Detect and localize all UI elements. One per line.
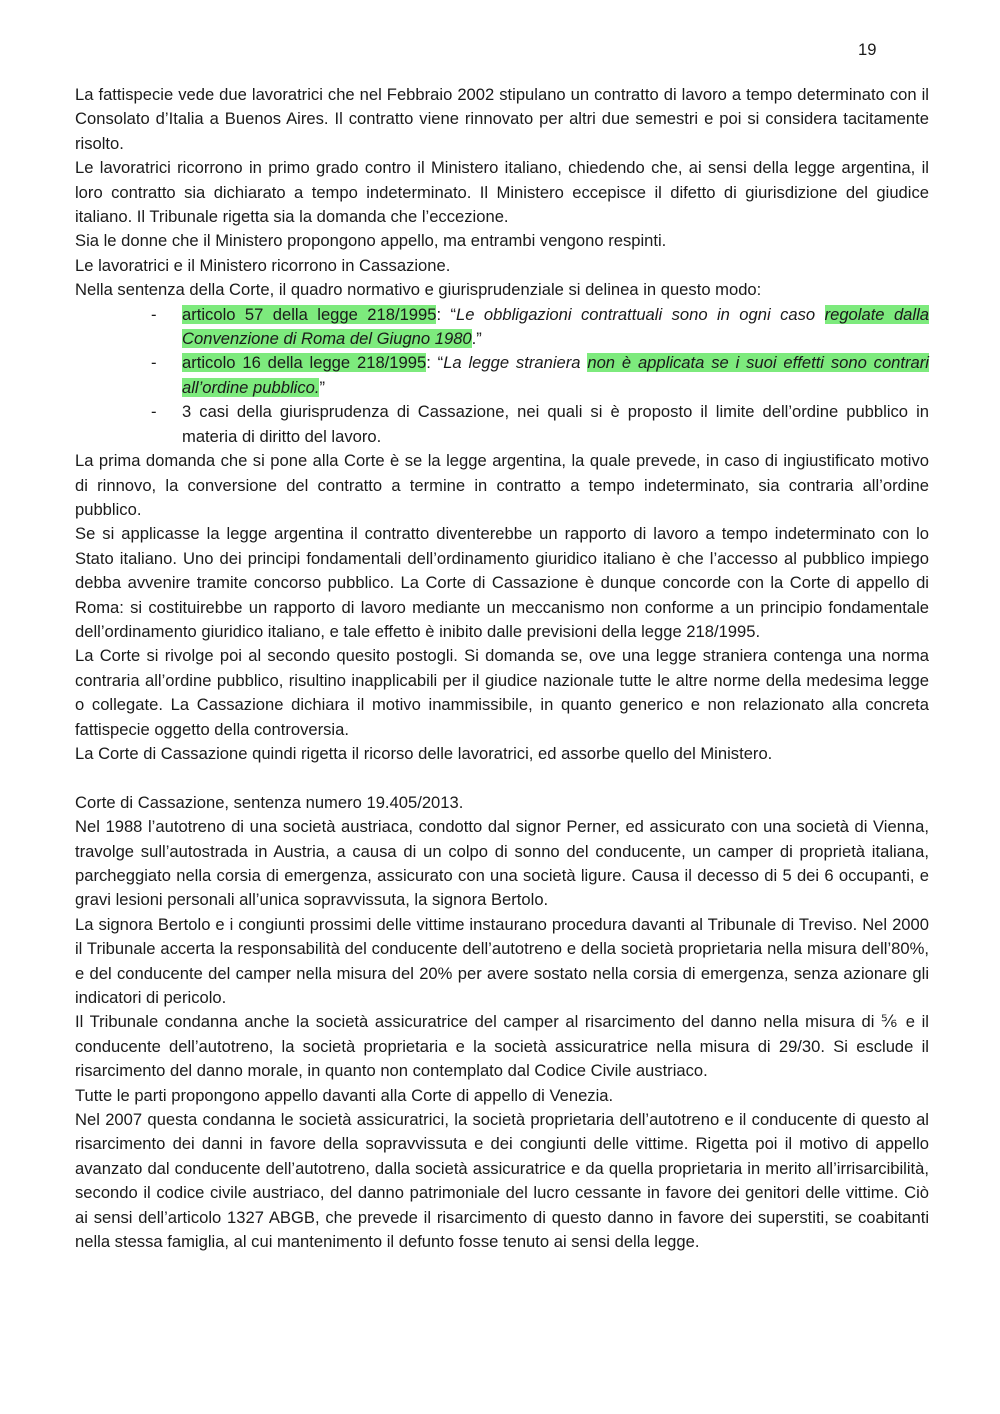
quote-end: .” bbox=[471, 329, 482, 349]
separator: : “ bbox=[426, 353, 444, 373]
separator: : “ bbox=[436, 304, 457, 324]
paragraph: Sia le donne che il Ministero propongono appello, ma entrambi vengono respinti. bbox=[75, 231, 667, 251]
highlighted-reference: articolo 57 della legge 218/1995 bbox=[182, 304, 437, 324]
paragraph: La fattispecie vede due lavoratrici che nel Febbraio 2002 stipulano un contratto di lavoro a tempo determinato con il Consolato d’Italia a Buenos Aires. Il contratto viene rinnovato per altri due semestri e poi si considera tacitamente risolto. bbox=[75, 85, 929, 153]
document-body bbox=[75, 83, 929, 1254]
list-dash: - bbox=[151, 304, 157, 324]
paragraph: Tutte le parti propongono appello davanti alla Corte di appello di Venezia. bbox=[75, 1085, 614, 1105]
paragraph: Nel 1988 l’autotreno di una società austriaca, condotto dal signor Perner, ed assicurato con una società di Vienna, travolge sull’autostrada in Austria, a causa di un colpo di sonno del conducente, un camper di proprietà italiana, parcheggiato nella corsia di emergenza, assicurato con una società ligure. Causa il decesso di 5 dei 6 occupanti, e gravi lesioni personali all’unica sopravvissuta, la signora Bertolo. bbox=[75, 817, 929, 910]
paragraph: Le lavoratrici e il Ministero ricorrono in Cassazione. bbox=[75, 255, 451, 275]
highlighted-reference: articolo 16 della legge 218/1995 bbox=[182, 353, 427, 373]
legal-framework-list bbox=[75, 303, 929, 449]
list-item bbox=[75, 400, 929, 449]
list-dash: - bbox=[151, 402, 157, 422]
blank-line bbox=[75, 766, 929, 790]
paragraph: Nella sentenza della Corte, il quadro normativo e giurisprudenziale si delinea in questo modo: bbox=[75, 280, 762, 300]
paragraph: Le lavoratrici ricorrono in primo grado contro il Ministero italiano, chiedendo che, ai sensi della legge argentina, il loro contratto sia dichiarato a tempo indeterminato. Il Ministero eccepisce il difetto di giurisdizione del giudice italiano. Il Tribunale rigetta sia la domanda che l’eccezione. bbox=[75, 158, 929, 227]
paragraph: La Corte di Cassazione quindi rigetta il ricorso delle lavoratrici, ed assorbe quello del Ministero. bbox=[75, 743, 773, 763]
page-number: 19 bbox=[858, 40, 877, 59]
list-item bbox=[75, 303, 929, 352]
list-dash: - bbox=[151, 353, 157, 373]
paragraph: La Corte si rivolge poi al secondo quesito postogli. Si domanda se, ove una legge straniera contenga una norma contraria all’ordine pubblico, risultino inapplicabili per il giudice nazionale tutte le altre norme della medesima legge o collegate. La Cassazione dichiara il motivo inammissibile, in quanto generico e non relazionato alla concreta fattispecie oggetto della controversia. bbox=[75, 646, 929, 739]
paragraph: Nel 2007 questa condanna le società assicuratrici, la società proprietaria dell’autotreno e il conducente di questo al risarcimento dei danni in favore della sopravvissuta e dei congiunti delle vittime. Rigetta poi il motivo di appello avanzato dal conducente dell’autotreno, dalla società assicuratrice e da quella proprietaria in merito all’irrisarcibilità, secondo il codice civile austriaco, del danno patrimoniale del lucro cessante in favore dei genitori delle vittime. Ciò ai sensi dell’articolo 1327 ABGB, che prevede il risarcimento di questo danno in favore dei superstiti, se coabitanti nella stessa famiglia, al cui mantenimento il defunto fosse tenuto ai sensi della legge. bbox=[75, 1110, 929, 1252]
quote-text-highlighted: regolate dalla Convenzione di Roma del Giugno 1980 bbox=[182, 304, 930, 349]
quote-text: Le obbligazioni contrattuali sono in ogni caso bbox=[456, 304, 825, 324]
list-item-text: 3 casi della giurisprudenza di Cassazione, nei quali si è proposto il limite dell’ordine pubblico in materia di diritto del lavoro. bbox=[182, 402, 929, 446]
paragraph: La signora Bertolo e i congiunti prossimi delle vittime instaurano procedura davanti al Tribunale di Treviso. Nel 2000 il Tribunale accerta la responsabilità del conducente dell’autotreno e della società proprietaria nella misura dell’80%, e del conducente del camper nella misura del 20% per avere sostato nella corsia di emergenza, senza azionare gli indicatori di pericolo. bbox=[75, 914, 929, 1008]
quote-text-highlighted: non è applicata se i suoi effetti sono contrari all’ordine pubblico. bbox=[182, 353, 929, 397]
quote-end: ” bbox=[319, 377, 325, 397]
case-heading: Corte di Cassazione, sentenza numero 19.405/2013. bbox=[75, 792, 464, 812]
quote-text: La legge straniera bbox=[443, 353, 588, 373]
paragraph: Se si applicasse la legge argentina il contratto diventerebbe un rapporto di lavoro a tempo indeterminato con lo Stato italiano. Uno dei principi fondamentali dell’ordinamento giuridico italiano è che l’accesso al pubblico impiego debba avvenire tramite concorso pubblico. La Corte di Cassazione è dunque concorde con la Corte di appello di Roma: si costituirebbe un rapporto di lavoro mediante un meccanismo non conforme a un principio fondamentale dell’ordinamento giuridico italiano, e tale effetto è inibito dalle previsioni della legge 218/1995. bbox=[75, 524, 929, 641]
list-item bbox=[75, 351, 929, 400]
paragraph: La prima domanda che si pone alla Corte è se la legge argentina, la quale prevede, in caso di ingiustificato motivo di rinnovo, la conversione del contratto a termine in contratto a tempo indeterminato, sia contraria all’ordine pubblico. bbox=[75, 451, 929, 519]
paragraph: Il Tribunale condanna anche la società assicuratrice del camper al risarcimento del danno nella misura di ⅚ e il conducente dell’autotreno, la società proprietaria e la società assicuratrice nella misura di 29/30. Si esclude il risarcimento del danno morale, in quanto non contemplato dal Codice Civile austriaco. bbox=[75, 1012, 929, 1081]
